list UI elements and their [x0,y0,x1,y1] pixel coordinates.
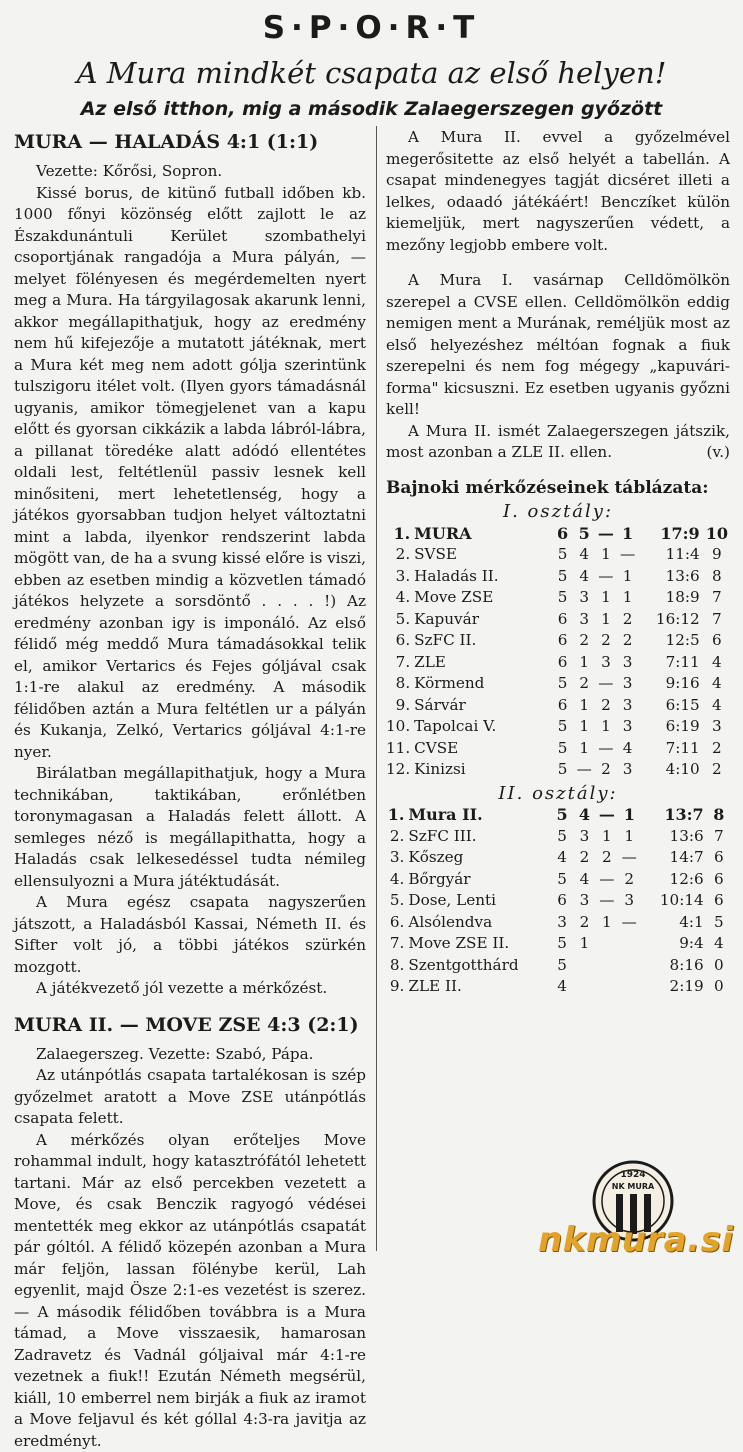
division-2-heading: II. osztály: [386,783,730,805]
article-paragraph: A játékvezető jól vezette a mérkőzést. [14,978,366,1000]
standings-cell-team: Bőrgyár [408,869,551,891]
standings-cell-rank: 8. [386,673,414,695]
standings-row [386,759,728,781]
standings-cell-pts: 9 [706,544,728,566]
logo-name: NK MURA [612,1182,655,1191]
standings-cell-goals: 18:9 [638,587,705,609]
standings-cell-p: 6 [552,652,574,674]
standings-cell-pts: 3 [706,716,728,738]
standings-cell-pts: 6 [710,869,728,891]
standings-cell-d: — [596,869,618,891]
standings-cell-p: 6 [552,695,574,717]
standings-row [386,609,728,631]
standings-cell-goals: 11:4 [638,544,705,566]
standings-row [386,826,728,848]
standings-cell-goals: 14:7 [640,847,709,869]
standings-cell-rank: 4. [386,587,414,609]
standings-cell-l [618,955,640,977]
standings-cell-p: 6 [552,609,574,631]
standings-cell-pts: 6 [706,630,728,652]
standings-cell-rank: 3. [386,566,414,588]
standings-cell-w: 1 [573,716,595,738]
standings-cell-team: Haladás II. [414,566,552,588]
standings-cell-p: 5 [551,955,573,977]
standings-cell-l: 1 [617,566,639,588]
standings-cell-rank: 1. [386,523,414,545]
standings-cell-d: 2 [595,759,617,781]
standings-cell-p: 5 [551,804,573,826]
standings-row [386,869,728,891]
standings-row [386,912,728,934]
standings-cell-l [618,976,640,998]
standings-cell-w: 2 [573,673,595,695]
standings-row [386,523,728,545]
standings-row [386,716,728,738]
article-paragraph: Birálatban megállapithatjuk, hogy a Mura technikában, taktikában, erőnlétben toronymagasan a Haladás felett állott. A semleges néző is megállapithatta, hogy a Haladás csak lelkesedéssel tudta némileg ellensulyozni a Mura játéktudását. [14,763,366,892]
standings-cell-w: 4 [573,869,595,891]
standings-cell-d: — [596,804,618,826]
standings-cell-p: 6 [552,523,574,545]
standings-cell-team: Dose, Lenti [408,890,551,912]
article-paragraph: A Mura II. evvel a győzelmével megerősitette az első helyét a tabellán. A csapat mindenegyes tagját dicséret illeti a lelkes, odaadó játékáért! Benczíket külön kiemeljük, mert nagyszerűen védett, a mezőny legjobb embere volt. [386,127,730,256]
standings-cell-w [573,976,595,998]
standings-row [386,630,728,652]
standings-cell-l: — [618,847,640,869]
standings-row [386,587,728,609]
standings-cell-team: Körmend [414,673,552,695]
standings-row [386,673,728,695]
note-paragraph [386,421,730,464]
standings-cell-p: 5 [552,587,574,609]
standings-row [386,544,728,566]
standings-cell-pts: 4 [706,695,728,717]
standings-cell-rank: 8. [386,955,408,977]
standings-cell-d: 2 [596,847,618,869]
standings-cell-pts: 6 [710,890,728,912]
standings-cell-l: 2 [617,630,639,652]
standings-cell-d: 2 [595,630,617,652]
standings-cell-goals: 12:5 [638,630,705,652]
article-paragraph: Zalaegerszeg. Vezette: Szabó, Pápa. [14,1044,366,1066]
standings-cell-l: 1 [618,826,640,848]
standings-cell-w [573,955,595,977]
standings-cell-pts: 2 [706,759,728,781]
standings-cell-d: — [595,673,617,695]
standings-cell-d [596,976,618,998]
standings-cell-p: 4 [551,847,573,869]
standings-cell-pts: 8 [706,566,728,588]
standings-cell-goals: 13:7 [640,804,709,826]
standings-cell-l [618,933,640,955]
page-headline: A Mura mindkét csapata az első helyen! [0,56,743,90]
standings-cell-rank: 7. [386,652,414,674]
article-paragraph: Az utánpótlás csapata tartalékosan is szép győzelmet aratott a Move ZSE utánpótlás csapata felett. [14,1065,366,1130]
standings-cell-team: SVSE [414,544,552,566]
standings-cell-l: 3 [617,716,639,738]
standings-cell-p: 3 [551,912,573,934]
standings-cell-w: 1 [573,933,595,955]
standings-cell-pts: 4 [706,652,728,674]
standings-cell-d [596,955,618,977]
standings-cell-goals: 7:11 [638,738,705,760]
standings-cell-w: 4 [573,804,595,826]
standings-cell-w: 3 [573,609,595,631]
standings-cell-d: 1 [595,544,617,566]
standings-cell-team: Kinizsi [414,759,552,781]
standings-cell-team: MURA [414,523,552,545]
standings-cell-d: — [595,523,617,545]
standings-cell-p: 6 [551,890,573,912]
standings-cell-rank: 2. [386,826,408,848]
column-divider [376,126,377,1251]
standings-cell-l: 3 [618,890,640,912]
standings-cell-rank: 10. [386,716,414,738]
article-paragraph: Kissé borus, de kitünő futball időben kb. 1000 főnyi közönség előtt zajlott le az Északdunántuli Kerület szombathelyi csoportjának rangadója a Mura pályán, — melyet fölényesen és megérdemelten nyert meg a Mura. Ha tárgyilagosak akarunk lenni, akkor megállapithatjuk, hogy az eredmény nem hű kifejezője a mutatott játéknak, mert a Mura két meg nem adott gólja szerintünk tulszigoru itélet volt. (Ilyen gyors támadásnál ugyanis, amikor tömegjelenet van a kapu előtt és gyorsan cikkázik a labda lábról-lábra, a pillanat töredéke alatt adódó ellentétes oldali lest, feltétlenül passiv lesnek kell minősiteni, mert lehetetlenség, hogy a játékos gyorsabban tudjon helyet változtatni mint a labda, ilyenkor rendszerint labda mögött van, de ha a svung kissé előre is viszi, ebben az esetben mindig a közvetlen támadó játékos helyzete a sorsdöntő . . . . !) Az eredmény azonban igy is imponáló. Az első félidő még meddő Mura támadásokkal telik el, amikor Vertarics és Fejes góljával csak 1:1-re alakul az eredmény. A második félidőben aztán a Mura feltétlen ur a pályán és Kukanja, Zelkó, Vertarics góljával 4:1-re nyer. [14,183,366,764]
standings-cell-w: 1 [573,652,595,674]
author-signature: (v.) [685,442,730,464]
section-masthead: S·P·O·R·T [0,10,743,46]
standings-cell-goals: 9:16 [638,673,705,695]
standings-cell-w: 2 [573,912,595,934]
standings-cell-rank: 3. [386,847,408,869]
standings-cell-l: 3 [617,759,639,781]
standings-cell-p: 5 [551,933,573,955]
standings-cell-rank: 5. [386,609,414,631]
note-paragraph: A Mura I. vasárnap Celldömölkön szerepel a CVSE ellen. Celldömölkön eddig nemigen ment a Murának, reméljük most az első helyezéshez méltóan fognak a fiuk szerepelni és nem fog mégegy „kapuvári-forma" kicsuszni. Ez esetben ugyanis győzni kell! [386,270,730,421]
standings-cell-w: 4 [573,544,595,566]
standings-cell-rank: 11. [386,738,414,760]
standings-cell-goals: 7:11 [638,652,705,674]
standings-cell-team: ZLE II. [408,976,551,998]
standings-cell-rank: 6. [386,912,408,934]
article-referee: Vezette: Kőrősi, Sopron. [14,161,366,183]
standings-cell-goals: 12:6 [640,869,709,891]
standings-cell-rank: 9. [386,695,414,717]
standings-cell-goals: 8:16 [640,955,709,977]
standings-cell-p: 5 [552,673,574,695]
standings-cell-team: Szentgotthárd [408,955,551,977]
standings-cell-team: Sárvár [414,695,552,717]
left-column [14,127,366,1452]
right-column [386,127,730,998]
standings-cell-w: 5 [573,523,595,545]
standings-cell-team: Tapolcai V. [414,716,552,738]
standings-row [386,955,728,977]
standings-cell-pts: 0 [710,955,728,977]
standings-row [386,695,728,717]
standings-cell-team: SzFC III. [408,826,551,848]
standings-cell-team: CVSE [414,738,552,760]
standings-cell-team: SzFC II. [414,630,552,652]
standings-cell-rank: 12. [386,759,414,781]
standings-cell-pts: 2 [706,738,728,760]
standings-cell-d: 2 [595,695,617,717]
standings-cell-pts: 8 [710,804,728,826]
standings-row [386,652,728,674]
standings-cell-pts: 4 [710,933,728,955]
standings-cell-p: 5 [552,759,574,781]
standings-cell-l: 3 [617,695,639,717]
article-paragraph: A Mura egész csapata nagyszerűen játszott, a Haladásból Kassai, Németh II. és Sifter volt jó, a többi játékos szürkén mozgott. [14,892,366,978]
standings-cell-pts: 0 [710,976,728,998]
standings-cell-d: 1 [596,912,618,934]
page-subheadline: Az első itthon, mig a második Zalaegerszegen győzött [0,98,743,120]
standings-cell-goals: 6:15 [638,695,705,717]
standings-cell-pts: 7 [706,587,728,609]
standings-cell-d [596,933,618,955]
standings-cell-l: — [618,912,640,934]
standings-cell-l: 1 [617,587,639,609]
standings-cell-l: 1 [617,523,639,545]
standings-cell-goals: 4:1 [640,912,709,934]
note-text: A Mura II. ismét Zalaegerszegen játszik, most azonban a ZLE II. ellen. [386,422,730,462]
standings-cell-w: 3 [573,890,595,912]
article-title-mura2-move: MURA II. — MOVE ZSE 4:3 (2:1) [14,1010,366,1040]
standings-row [386,738,728,760]
standings-cell-team: Alsólendva [408,912,551,934]
standings-cell-rank: 1. [386,804,408,826]
standings-cell-rank: 2. [386,544,414,566]
standings-cell-d: 3 [595,652,617,674]
standings-cell-w: 1 [573,738,595,760]
standings-cell-rank: 9. [386,976,408,998]
standings-cell-team: Mura II. [408,804,551,826]
standings-cell-p: 5 [551,869,573,891]
standings-cell-pts: 5 [710,912,728,934]
standings-cell-l: 3 [617,673,639,695]
standings-cell-team: Kapuvár [414,609,552,631]
standings-cell-pts: 10 [706,523,728,545]
standings-table-division-1 [386,523,728,781]
standings-row [386,933,728,955]
standings-cell-l: — [617,544,639,566]
logo-year: 1924 [620,1170,645,1180]
standings-cell-team: ZLE [414,652,552,674]
standings-cell-pts: 7 [706,609,728,631]
standings-cell-p: 5 [551,826,573,848]
standings-cell-goals: 10:14 [640,890,709,912]
standings-cell-rank: 6. [386,630,414,652]
standings-cell-p: 5 [552,544,574,566]
standings-cell-goals: 16:12 [638,609,705,631]
standings-cell-rank: 4. [386,869,408,891]
standings-cell-d: — [595,738,617,760]
standings-cell-w: 4 [573,566,595,588]
standings-cell-goals: 2:19 [640,976,709,998]
division-1-heading: I. osztály: [386,501,730,523]
standings-cell-team: Move ZSE II. [408,933,551,955]
standings-cell-rank: 7. [386,933,408,955]
standings-cell-goals: 17:9 [638,523,705,545]
standings-cell-d: 1 [596,826,618,848]
standings-cell-pts: 4 [706,673,728,695]
standings-cell-pts: 7 [710,826,728,848]
standings-cell-p: 5 [552,716,574,738]
standings-cell-d: — [596,890,618,912]
standings-cell-l: 1 [618,804,640,826]
article-title-mura-haladas: MURA — HALADÁS 4:1 (1:1) [14,127,366,157]
standings-cell-d: 1 [595,587,617,609]
standings-cell-l: 4 [617,738,639,760]
standings-cell-p: 5 [552,566,574,588]
standings-cell-l: 2 [618,869,640,891]
standings-row [386,976,728,998]
standings-cell-goals: 6:19 [638,716,705,738]
standings-cell-goals: 13:6 [638,566,705,588]
standings-cell-w: — [573,759,595,781]
standings-row [386,890,728,912]
standings-title: Bajnoki mérkőzéseinek táblázata: [386,478,730,500]
standings-cell-p: 6 [552,630,574,652]
standings-row [386,566,728,588]
standings-cell-team: Kőszeg [408,847,551,869]
standings-cell-team: Move ZSE [414,587,552,609]
standings-cell-p: 4 [551,976,573,998]
standings-cell-p: 5 [552,738,574,760]
standings-cell-l: 2 [617,609,639,631]
standings-cell-rank: 5. [386,890,408,912]
standings-cell-d: 1 [595,609,617,631]
standings-cell-w: 3 [573,587,595,609]
standings-cell-goals: 4:10 [638,759,705,781]
article-paragraph: A mérkőzés olyan erőteljes Move rohammal indult, hogy katasztrófától lehetett tartani. Már az első percekben vezetett a Move, és csak Benczik ragyogó védései mentették meg ekkor az utánpótlás csapatát pár góltól. A félidő közepén azonban a Mura már feljön, lassan fölénybe kerül, Lah egyenlit, majd Ösze 2:1-es vezetést is szerez. — A második félidőben továbbra is a Mura támad, a Move visszaesik, hamarosan Zadravetz és Vadnál góljaival már 4:1-re vezetnek a fiuk!! Ezután Németh megsérül, kiáll, 10 emberrel nem birják a fiuk az iramot a Move feljavul és két góllal 4:3-ra javitja az eredményt. [14,1130,366,1452]
standings-cell-w: 2 [573,847,595,869]
standings-cell-w: 3 [573,826,595,848]
standings-cell-d: 1 [595,716,617,738]
standings-cell-w: 1 [573,695,595,717]
standings-row [386,804,728,826]
standings-cell-goals: 9:4 [640,933,709,955]
standings-table-division-2 [386,804,728,998]
standings-cell-w: 2 [573,630,595,652]
standings-cell-pts: 6 [710,847,728,869]
standings-cell-d: — [595,566,617,588]
site-watermark: nkmura.si [538,1220,733,1260]
standings-cell-goals: 13:6 [640,826,709,848]
standings-row [386,847,728,869]
standings-cell-l: 3 [617,652,639,674]
